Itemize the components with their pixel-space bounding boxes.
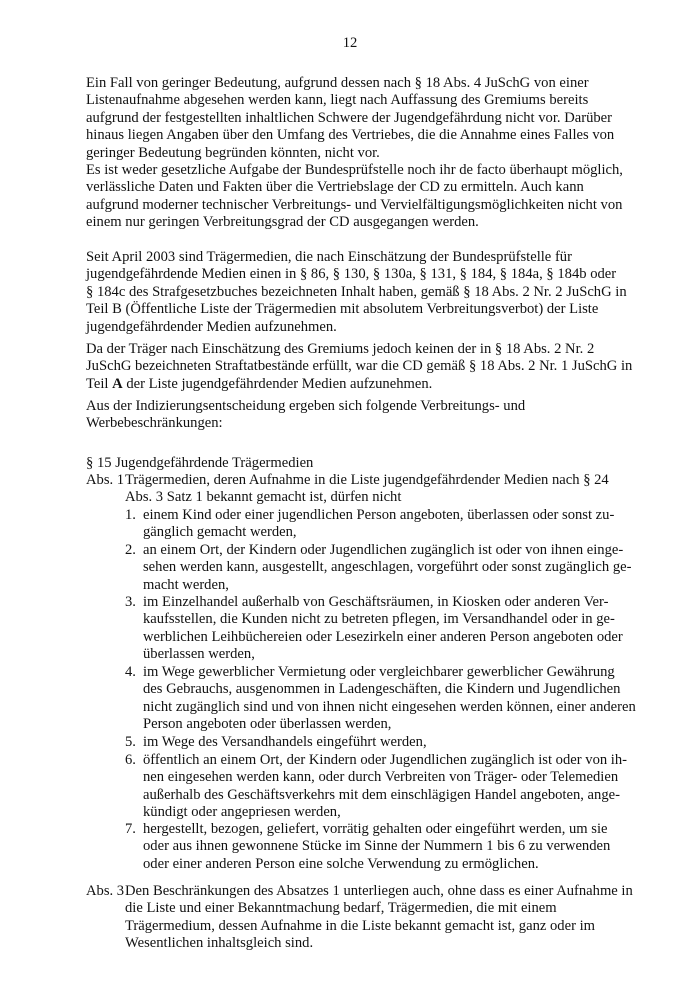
text-line: werblichen Leihbüchereien oder Lesezirkeln einer anderen Person angeboten oder (143, 628, 623, 645)
text-line: Wesentlichen inhaltsgleich sind. (125, 935, 314, 952)
list-item-text (143, 664, 636, 734)
text-line: des Gebrauchs, ausgenommen in Ladengeschäften, die Kindern und Jugendlichen (143, 681, 621, 698)
text-line: einem Kind oder einer jugendlichen Person angeboten, überlassen oder sonst zu- (143, 507, 615, 523)
text-line: kündigt oder angepriesen werden, (143, 804, 341, 821)
paragraph-listenaufnahme (86, 75, 626, 232)
text-line: Listenaufnahme abgesehen werden kann, liegt nach Auffassung des Gremiums bereits (86, 92, 589, 109)
text-line: Teil B (Öffentliche Liste der Trägermedien mit absolutem Verbreitungsverbot) der Liste (86, 301, 599, 318)
text-line: oder einer anderen Person eine solche Verwendung zu ermöglichen. (143, 855, 539, 872)
paragraph-traegermedien (86, 249, 626, 336)
text-line: verlässliche Daten und Fakten über die Vertriebslage der CD zu ermitteln. Auch kann (86, 179, 584, 196)
text-fragment: der Liste jugendgefährdender Medien aufzunehmen. (122, 375, 433, 392)
text-line: Trägermedien, deren Aufnahme in die Liste jugendgefährdender Medien nach § 24 (125, 472, 609, 488)
text-line: an einem Ort, der Kindern oder Jugendlichen zugänglich ist oder von ihnen einge- (143, 542, 624, 558)
text-line: Seit April 2003 sind Trägermedien, die nach Einschätzung der Bundesprüfstelle für (86, 249, 572, 265)
text-line: Person angeboten oder überlassen werden, (143, 716, 392, 733)
text-line: im Wege gewerblicher Vermietung oder vergleichbarer gewerblicher Gewährung (143, 664, 615, 680)
text-line: hergestellt, bezogen, geliefert, vorrätig gehalten oder eingeführt werden, um sie (143, 821, 608, 837)
text-line: Aus der Indizierungsentscheidung ergeben sich folgende Verbreitungs- und (86, 398, 526, 414)
abs3-label: Abs. 3 (86, 883, 125, 899)
text-line: Den Beschränkungen des Absatzes 1 unterliegen auch, ohne dass es einer Aufnahme in (125, 883, 633, 899)
text-line: Ein Fall von geringer Bedeutung, aufgrund dessen nach § 18 Abs. 4 JuSchG von einer (86, 75, 589, 91)
text-line: nen eingesehen werden kann, oder durch Verbreiten von Träger- oder Telemedien (143, 769, 619, 786)
list-item-number: 2. (125, 542, 136, 558)
paragraph-teil-a (86, 341, 633, 393)
abs1-intro (125, 472, 609, 507)
text-line: jugendgefährdender Medien aufzunehmen. (86, 318, 337, 335)
text-line: im Einzelhandel außerhalb von Geschäftsräumen, in Kiosken oder anderen Ver- (143, 594, 609, 610)
section-heading (86, 455, 626, 472)
text-line: einem nur geringen Verbreitungsgrad der CD ausgegangen werden. (86, 214, 479, 231)
text-line: hinaus liegen Angaben über den Umfang des Vertriebes, die die Annahme eines Falles von (86, 127, 615, 144)
list-item-text (143, 507, 614, 542)
list-item-text (143, 594, 623, 664)
text-line: gänglich gemacht werden, (143, 524, 297, 541)
text-line: aufgrund moderner technischer Verbreitungs- und Vervielfältigungsmöglichkeiten nicht von (86, 196, 623, 213)
text-line: kaufsstellen, die Kunden nicht zu betreten pflegen, im Versandhandel oder in ge- (143, 611, 615, 628)
list-item-text (143, 821, 610, 873)
text-line: außerhalb des Geschäftsverkehrs mit dem einschlägigen Handel angeboten, ange- (143, 786, 620, 803)
text-line: überlassen werden, (143, 646, 255, 663)
list-item-text (143, 752, 627, 822)
list-item-number: 7. (125, 821, 136, 837)
list-item-number: 4. (125, 664, 136, 680)
text-line: § 184c des Strafgesetzbuches bezeichneten Inhalt haben, gemäß § 18 Abs. 2 Nr. 2 JuSchG in (86, 283, 627, 300)
text-line: aufgrund der festgestellten inhaltlichen Schwere der Jugendgefährdung nicht vor. Darüber (86, 109, 613, 126)
text-line: im Wege des Versandhandels eingeführt werden, (143, 734, 427, 750)
text-line: macht werden, (143, 576, 229, 593)
text-line: geringer Bedeutung begründen könnten, nicht vor. (86, 144, 380, 161)
text-line (86, 376, 626, 393)
abs1-label: Abs. 1 (86, 472, 125, 488)
text-line: öffentlich an einem Ort, der Kindern oder Jugendlichen zugänglich ist oder von ih- (143, 752, 628, 768)
paragraph-beschraenkungen (86, 398, 626, 433)
text-line: JuSchG bezeichneten Straftatbestände erfüllt, war die CD gemäß § 18 Abs. 2 Nr. 1 JuSchG in (86, 358, 633, 375)
text-line: nicht zugänglich sind und von ihnen nicht eingesehen werden können, einer anderen (143, 698, 636, 715)
list-item-number: 6. (125, 752, 136, 768)
text-line: Da der Träger nach Einschätzung des Gremiums jedoch keinen der in § 18 Abs. 2 Nr. 2 (86, 341, 595, 357)
section-heading-text: § 15 Jugendgefährdende Trägermedien (86, 455, 314, 471)
text-fragment: Teil (86, 375, 113, 392)
list-item-text (143, 542, 631, 594)
text-line: jugendgefährdende Medien einen in § 86, § 130, § 130a, § 131, § 184, § 184a, § 184b oder (86, 266, 617, 283)
text-line: Es ist weder gesetzliche Aufgabe der Bundesprüfstelle noch ihr de facto überhaupt möglich, (86, 162, 623, 179)
list-item-number: 3. (125, 594, 136, 610)
list-item-number: 5. (125, 734, 136, 750)
text-line: die Liste und einer Bekanntmachung bedarf, Trägermedien, die mit einem (125, 900, 557, 917)
abs3-text (125, 883, 633, 953)
text-line: oder aus ihnen gewonnene Stücke im Sinne der Nummern 1 bis 6 zu verwenden (143, 838, 611, 855)
list-item-number: 1. (125, 507, 136, 523)
bold-part-letter: A (112, 375, 123, 392)
page-number: 12 (342, 35, 358, 51)
text-line: Abs. 3 Satz 1 bekannt gemacht ist, dürfen nicht (125, 489, 402, 506)
list-item-text (143, 734, 427, 751)
text-line: sehen werden kann, ausgestellt, angeschlagen, vorgeführt oder sonst zugänglich ge- (143, 559, 632, 576)
text-line: Werbebeschränkungen: (86, 415, 223, 432)
text-line: Trägermedium, dessen Aufnahme in die Liste bekannt gemacht ist, ganz oder im (125, 917, 595, 934)
